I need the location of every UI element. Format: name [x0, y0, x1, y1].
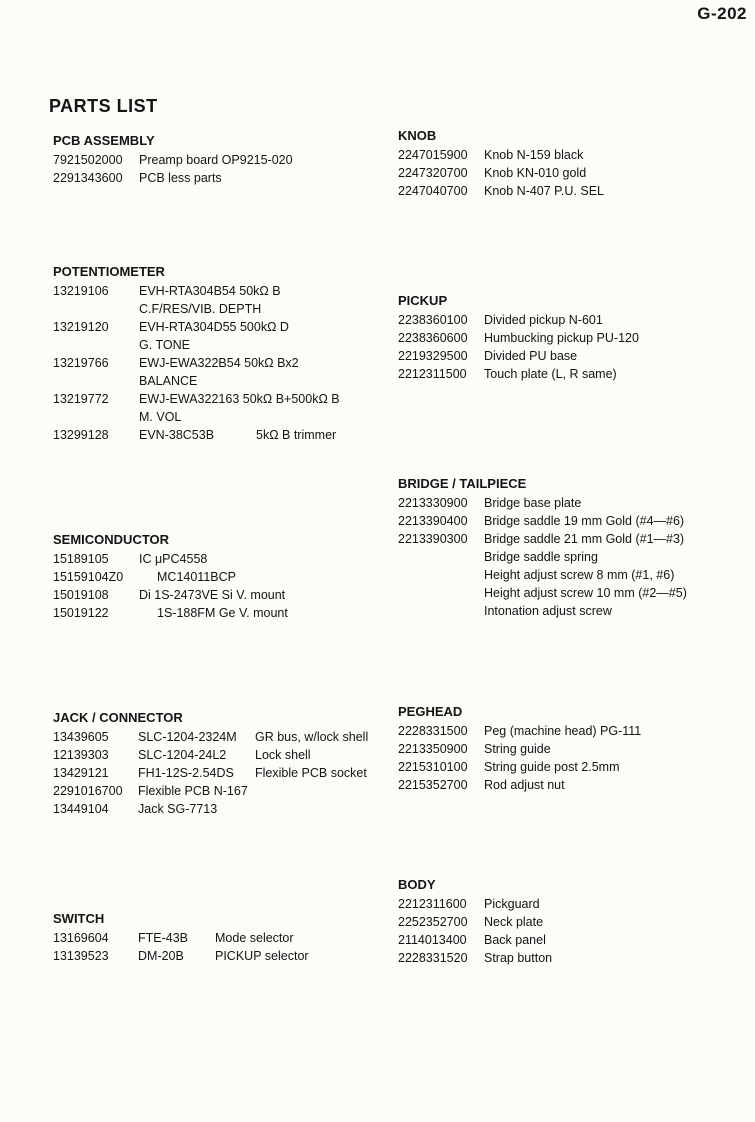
list-item: [53, 764, 393, 782]
section-title: JACK / CONNECTOR: [53, 710, 183, 725]
part-number: 15159104Z0: [53, 570, 124, 584]
part-number: 15019108: [53, 588, 109, 602]
part-number: 13219120: [53, 320, 109, 334]
section-title: SWITCH: [53, 911, 105, 926]
part-number: 2291343600: [53, 171, 123, 185]
list-item: [398, 931, 738, 949]
part-note: GR bus, w/lock shell: [255, 730, 369, 744]
list-item: [398, 548, 748, 566]
part-description: String guide: [484, 742, 551, 756]
part-description: Peg (machine head) PG-111: [484, 724, 642, 738]
section-knob: [398, 126, 738, 200]
list-item: [53, 929, 383, 947]
part-number: 13139523: [53, 949, 109, 963]
part-note: 5kΩ B trimmer: [256, 428, 337, 442]
part-description: Bridge saddle 19 mm Gold (#4—#6): [484, 514, 685, 528]
part-description: Divided pickup N-601: [484, 313, 603, 327]
part-description: PCB less parts: [139, 171, 222, 185]
part-number: 13439605: [53, 730, 109, 744]
list-item: [398, 602, 748, 620]
section-title: BRIDGE / TAILPIECE: [398, 476, 527, 491]
part-note: Flexible PCB socket: [255, 766, 367, 780]
list-item: [398, 895, 738, 913]
section-bridge-tailpiece: [398, 474, 748, 620]
part-description: Pickguard: [484, 897, 540, 911]
list-item: [398, 329, 738, 347]
list-item: [398, 365, 738, 383]
part-description: FTE-43B: [138, 931, 189, 945]
part-description: Touch plate (L, R same): [484, 367, 617, 381]
list-item: [398, 584, 748, 602]
part-description: Height adjust screw 8 mm (#1, #6): [484, 568, 675, 582]
part-note: PICKUP selector: [215, 949, 309, 963]
section-title: SEMICONDUCTOR: [53, 532, 170, 547]
list-item: [53, 354, 383, 372]
list-item: [53, 300, 383, 318]
part-description: M. VOL: [139, 410, 182, 424]
list-item: [398, 512, 748, 530]
list-item: [53, 947, 383, 965]
part-number: 13299128: [53, 428, 109, 442]
list-item: [53, 782, 393, 800]
part-description: IC μPC4558: [139, 552, 208, 566]
part-number: 2212311500: [398, 367, 467, 381]
section-title: PCB ASSEMBLY: [53, 133, 155, 148]
part-description: Rod adjust nut: [484, 778, 565, 792]
section-title: PICKUP: [398, 293, 448, 308]
list-item: [53, 390, 383, 408]
section-title: BODY: [398, 877, 436, 892]
part-number: 13219772: [53, 392, 109, 406]
section-pickup: [398, 291, 738, 383]
part-number: 2238360100: [398, 313, 468, 327]
part-description: Knob N-407 P.U. SEL: [484, 184, 604, 198]
list-item: [398, 949, 738, 967]
part-description: EWJ-EWA322B54 50kΩ Bx2: [139, 356, 299, 370]
part-description: Divided PU base: [484, 349, 578, 363]
part-number: 15189105: [53, 552, 109, 566]
list-item: [398, 347, 738, 365]
part-number: 2228331500: [398, 724, 468, 738]
part-description: Knob N-159 black: [484, 148, 584, 162]
list-item: [53, 408, 383, 426]
list-item: [53, 372, 383, 390]
section-title: POTENTIOMETER: [53, 264, 165, 279]
section-title: PEGHEAD: [398, 704, 463, 719]
part-description: C.F/RES/VIB. DEPTH: [139, 302, 262, 316]
section-semiconductor: [53, 530, 383, 622]
part-description: Flexible PCB N-167: [138, 784, 248, 798]
part-number: 2291016700: [53, 784, 123, 798]
section-title: KNOB: [398, 128, 437, 143]
part-description: EVN-38C53B: [139, 428, 215, 442]
list-item: [398, 776, 738, 794]
part-number: 2247320700: [398, 166, 468, 180]
page-number: G-202: [697, 4, 747, 23]
part-description: BALANCE: [139, 374, 198, 388]
part-number: 13169604: [53, 931, 109, 945]
list-item: [398, 164, 738, 182]
part-description: Humbucking pickup PU-120: [484, 331, 639, 345]
part-description: 1S-188FM Ge V. mount: [157, 606, 288, 620]
part-description: EWJ-EWA322163 50kΩ B+500kΩ B: [139, 392, 340, 406]
part-description: MC14011BCP: [157, 570, 236, 584]
section-jack-connector: [53, 708, 393, 818]
list-item: [53, 604, 383, 622]
part-description: Di 1S-2473VE Si V. mount: [139, 588, 286, 602]
part-number: 2219329500: [398, 349, 468, 363]
part-number: 15019122: [53, 606, 109, 620]
part-number: 13449104: [53, 802, 109, 816]
part-description: Bridge base plate: [484, 496, 582, 510]
part-description: Strap button: [484, 951, 553, 965]
list-item: [53, 550, 383, 568]
list-item: [398, 494, 748, 512]
page-title: PARTS LIST: [49, 96, 158, 116]
part-number: 2252352700: [398, 915, 468, 929]
section-potentiometer: [53, 262, 383, 444]
list-item: [398, 913, 738, 931]
part-number: 2213350900: [398, 742, 468, 756]
part-description: Intonation adjust screw: [484, 604, 612, 618]
list-item: [53, 169, 383, 187]
part-number: 2213330900: [398, 496, 468, 510]
part-number: 2238360600: [398, 331, 468, 345]
list-item: [53, 728, 393, 746]
part-description: SLC-1204-2324M: [138, 730, 237, 744]
part-description: String guide post 2.5mm: [484, 760, 620, 774]
part-description: Neck plate: [484, 915, 544, 929]
part-number: 12139303: [53, 748, 109, 762]
list-item: [53, 568, 383, 586]
part-number: 7921502000: [53, 153, 123, 167]
list-item: [53, 800, 393, 818]
part-number: 2213390400: [398, 514, 468, 528]
list-item: [398, 566, 748, 584]
part-number: 2247040700: [398, 184, 468, 198]
part-description: Bridge saddle 21 mm Gold (#1—#3): [484, 532, 685, 546]
list-item: [53, 151, 383, 169]
list-item: [398, 758, 738, 776]
list-item: [53, 336, 383, 354]
section-pcb-assembly: [53, 131, 383, 187]
part-number: 2247015900: [398, 148, 468, 162]
part-number: 2114013400: [398, 933, 467, 947]
list-item: [398, 740, 738, 758]
section-peghead: [398, 702, 738, 794]
part-note: Lock shell: [255, 748, 311, 762]
part-description: DM-20B: [138, 949, 184, 963]
part-number: 13219106: [53, 284, 109, 298]
part-description: Height adjust screw 10 mm (#2—#5): [484, 586, 687, 600]
list-item: [53, 586, 383, 604]
part-number: 13219766: [53, 356, 109, 370]
part-description: Back panel: [484, 933, 546, 947]
part-number: 13429121: [53, 766, 109, 780]
list-item: [398, 311, 738, 329]
part-description: EVH-RTA304D55 500kΩ D: [139, 320, 289, 334]
section-switch: [53, 909, 383, 965]
part-description: Preamp board OP9215-020: [139, 153, 293, 167]
section-body: [398, 875, 738, 967]
list-item: [53, 282, 383, 300]
part-number: 2215352700: [398, 778, 468, 792]
part-description: Knob KN-010 gold: [484, 166, 587, 180]
part-description: SLC-1204-24L2: [138, 748, 227, 762]
list-item: [53, 426, 383, 444]
part-description: Jack SG-7713: [138, 802, 218, 816]
part-number: 2215310100: [398, 760, 468, 774]
part-number: 2213390300: [398, 532, 468, 546]
list-item: [398, 722, 738, 740]
part-description: EVH-RTA304B54 50kΩ B: [139, 284, 281, 298]
part-number: 2212311600: [398, 897, 467, 911]
part-description: G. TONE: [139, 338, 190, 352]
list-item: [53, 746, 393, 764]
part-note: Mode selector: [215, 931, 294, 945]
list-item: [398, 146, 738, 164]
part-description: FH1-12S-2.54DS: [138, 766, 234, 780]
list-item: [53, 318, 383, 336]
part-number: 2228331520: [398, 951, 468, 965]
part-description: Bridge saddle spring: [484, 550, 598, 564]
list-item: [398, 182, 738, 200]
list-item: [398, 530, 748, 548]
